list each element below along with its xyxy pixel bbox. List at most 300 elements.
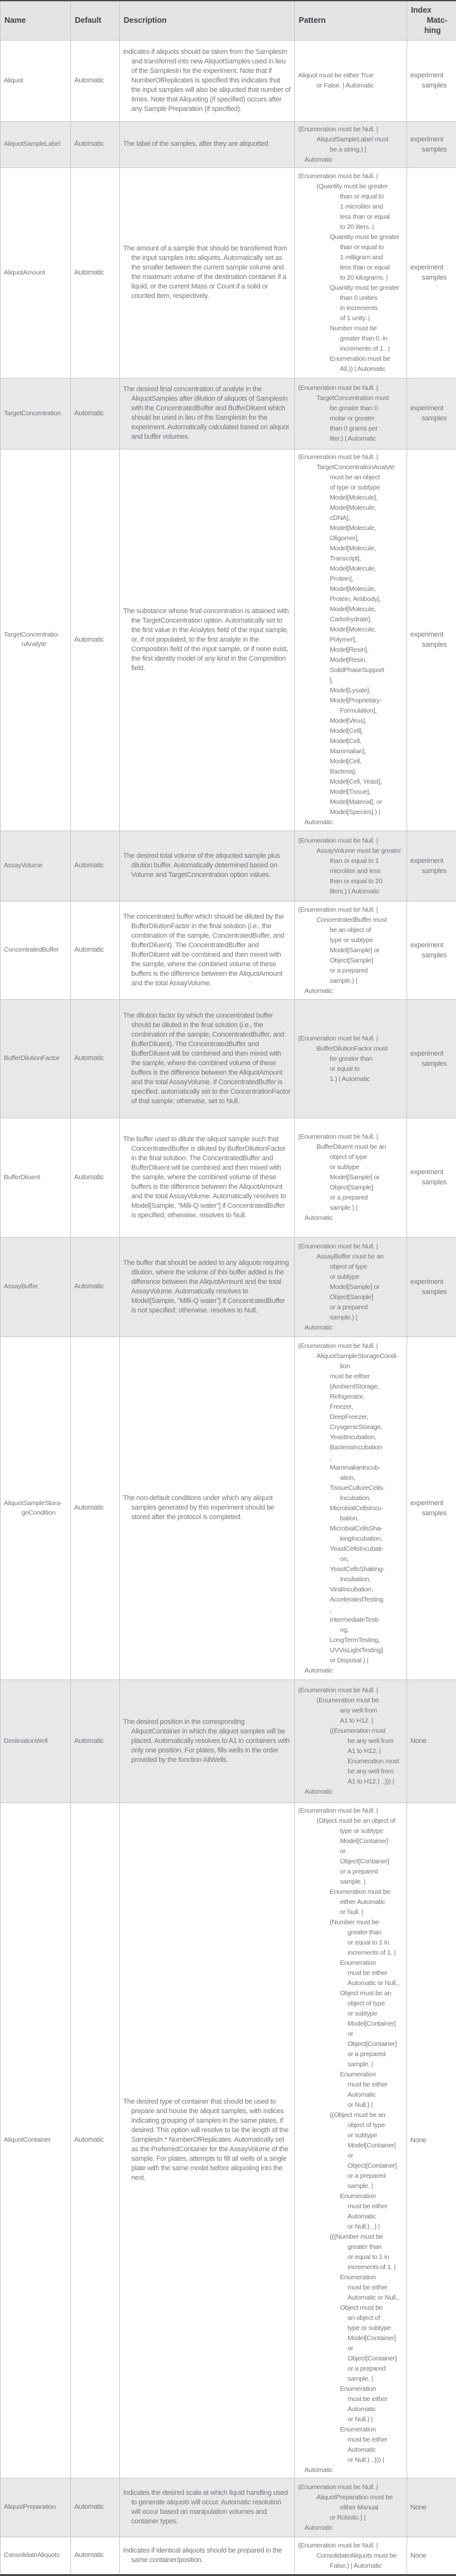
pattern-line: (Enumeration must be Null. | xyxy=(298,836,403,846)
pattern-line: must be an object xyxy=(330,472,403,482)
default-cell xyxy=(71,2537,120,2575)
pattern-line: , xyxy=(330,1605,403,1615)
index-matching-line: None xyxy=(410,2551,453,2561)
default-cell xyxy=(71,901,120,999)
description-cell xyxy=(120,831,295,901)
pattern-cell xyxy=(295,1118,407,1237)
index-matching-line: None xyxy=(410,2135,453,2146)
index-matching-cell xyxy=(407,999,456,1118)
pattern-line: or Disposal.) | xyxy=(330,1655,403,1666)
index-matching-line: samples xyxy=(422,81,453,91)
pattern-line: Enumeration xyxy=(340,2272,403,2282)
pattern-line: than or equal to 1 xyxy=(330,856,403,866)
index-matching-line: experiment xyxy=(410,1277,453,1287)
pattern-line: must be either xyxy=(348,2080,403,2090)
index-matching-cell xyxy=(407,167,456,378)
pattern-line: 1 milligram and xyxy=(340,252,403,262)
pattern-line: than or equal to xyxy=(340,191,403,202)
pattern-line: (Enumeration must be Null. | xyxy=(298,124,403,134)
description-cell xyxy=(120,40,295,121)
pattern-line: Protein, Antibody], xyxy=(330,594,403,604)
pattern-line: (Enumeration must be Null. | xyxy=(298,1341,403,1351)
pattern-line: must be either xyxy=(348,2394,403,2404)
default-value: Automatic xyxy=(74,268,116,278)
pattern-line: Automatic xyxy=(304,1787,403,1797)
pattern-line: {(Enumeration must xyxy=(330,1726,403,1736)
option-name-line: geCondition xyxy=(22,1508,67,1518)
table-header-row xyxy=(1,1,456,40)
description-text: Indicates the desired scale at which liquid handling used to generate aliquots will occur. Automatic resolution will occur based on manipulation volumes and container types. xyxy=(123,2489,291,2527)
pattern-cell xyxy=(295,1337,407,1680)
description-cell xyxy=(120,378,295,449)
description-text: Indicates if aliquots should be taken from the SamplesIn and transferred into new AliquotSamples used in lieu of the SamplesIn for the experiment. Note that if NumberOfReplicates is specified this indicates that the input samples will also be aliquoted that number of times. Note that Aliquoting (if specified) occurs after any Sample Preparation (if specified). xyxy=(123,48,291,114)
pattern-line: TargetConcentrationAnalyte xyxy=(316,462,403,472)
index-matching-line: samples xyxy=(422,1177,453,1188)
pattern-line: AliquotPreparation must be xyxy=(316,2492,403,2502)
pattern-line: {Number must be xyxy=(330,1917,403,1927)
index-matching-cell xyxy=(407,901,456,999)
pattern-line: Incubation, xyxy=(340,1574,403,1584)
pattern-line: than or equal to xyxy=(340,242,403,252)
pattern-line: Automatic or Null., xyxy=(348,2293,403,2303)
pattern-cell xyxy=(295,999,407,1118)
pattern-line: Model[Cell, Yeast], xyxy=(330,777,403,787)
pattern-line: greater than xyxy=(348,2242,403,2252)
default-cell xyxy=(71,831,120,901)
pattern-line: ConcentratedBuffer must xyxy=(316,915,403,925)
option-name-line: BufferDiluent xyxy=(4,1173,67,1182)
pattern-line: sample. | xyxy=(340,1877,403,1887)
pattern-line: liter.) | Automatic xyxy=(330,434,403,444)
description-text: Indicates if identical aliquots should be prepared in the same container/position. xyxy=(123,2546,291,2565)
option-name-line: AliquotSampleStora- xyxy=(4,1499,67,1508)
index-matching-line: samples xyxy=(422,145,453,155)
pattern-line: or a prepared xyxy=(348,2171,403,2181)
table-row xyxy=(1,449,456,831)
pattern-cell xyxy=(295,378,407,449)
index-matching-cell xyxy=(407,1337,456,1680)
pattern-line: or False. | Automatic xyxy=(316,81,403,91)
pattern-line: False.) | Automatic xyxy=(330,2561,403,2571)
description-text: The desired type of container that should be used to prepare and house the aliquot samples, with indices indicating grouping of samples in the same plates, if desired. This option will resolve to be the length of the SamplesIn * NumberOfReplicates. Automatically set as the PreferredContainer for the AssayVolume of the sample. For plates, attempts to fill all wells of a single plate with the same model before aliquoting into the next. xyxy=(123,2097,291,2183)
default-value: Automatic xyxy=(74,2551,116,2560)
pattern-line: less than or equal xyxy=(340,212,403,222)
pattern-cell xyxy=(295,167,407,378)
pattern-line: SolidPhaseSupport xyxy=(330,665,403,675)
pattern-line: type or subtype xyxy=(348,2323,403,2333)
pattern-line: Model[Virus], xyxy=(330,716,403,726)
pattern-line: liters.) | Automatic xyxy=(330,886,403,896)
pattern-line: or xyxy=(348,2151,403,2161)
default-value: Automatic xyxy=(74,1503,116,1513)
column-header-name xyxy=(1,1,71,40)
pattern-line: Automatic xyxy=(348,2211,403,2222)
description-text: The label of the samples, after they are aliquotted. xyxy=(123,139,291,149)
index-matching-cell xyxy=(407,1237,456,1337)
pattern-line: MicrobialCellsIncu- xyxy=(330,1503,403,1513)
pattern-line: AliquotSampleStorageCondi- xyxy=(316,1351,403,1361)
pattern-line: than 0 grams per xyxy=(330,424,403,434)
pattern-line: object of type xyxy=(330,1152,403,1162)
pattern-line: Bacteria], xyxy=(330,767,403,777)
pattern-line: in increments xyxy=(340,303,403,313)
pattern-line: Automatic xyxy=(304,1213,403,1223)
pattern-line: bation, xyxy=(340,1513,403,1524)
pattern-line: Model[Molecule, xyxy=(330,625,403,635)
table-row xyxy=(1,167,456,378)
pattern-line: or Null.) ..})) | xyxy=(348,2455,403,2465)
pattern-line: (Enumeration must be Null. | xyxy=(298,383,403,393)
default-cell xyxy=(71,121,120,167)
pattern-line: or Null.} | xyxy=(348,2100,403,2110)
pattern-line: or xyxy=(348,2343,403,2353)
index-matching-cell xyxy=(407,1803,456,2478)
description-cell xyxy=(120,1337,295,1680)
description-cell xyxy=(120,901,295,999)
pattern-line: object of type xyxy=(348,2120,403,2130)
column-header-index-matching xyxy=(407,1,456,40)
column-header-default xyxy=(71,1,120,40)
default-cell xyxy=(71,1337,120,1680)
pattern-line: BufferDilutionFactor must xyxy=(316,1044,403,1054)
table-row xyxy=(1,901,456,999)
pattern-cell xyxy=(295,1680,407,1803)
pattern-line: either Manual xyxy=(340,2502,403,2513)
pattern-line: YeastCellsShaking- xyxy=(330,1564,403,1574)
pattern-line: (Enumeration must be Null. | xyxy=(298,1241,403,1252)
index-matching-line: samples xyxy=(422,866,453,876)
name-cell xyxy=(1,2537,71,2575)
table-row xyxy=(1,1237,456,1337)
index-matching-line: experiment xyxy=(410,1167,453,1177)
table-row xyxy=(1,999,456,1118)
pattern-line: Quantity must be greater xyxy=(330,283,403,293)
pattern-line: 1 microliter and xyxy=(340,202,403,212)
pattern-line: CryogenicStorage, xyxy=(330,1422,403,1432)
pattern-line: be an object of xyxy=(330,925,403,935)
pattern-line: or a prepared xyxy=(348,2049,403,2059)
pattern-line: Model[Container] xyxy=(348,2140,403,2151)
pattern-line: {(Object must be an xyxy=(330,2110,403,2120)
pattern-line: or Null.} | xyxy=(348,2414,403,2424)
pattern-line: TargetConcentration must xyxy=(316,393,403,403)
pattern-line: (Enumeration must be Null. | xyxy=(298,2482,403,2492)
index-matching-line: samples xyxy=(422,950,453,961)
pattern-line: MammalianIncub- xyxy=(330,1463,403,1473)
name-cell xyxy=(1,999,71,1118)
pattern-line: be any well from xyxy=(348,1736,403,1746)
pattern-line: must be either xyxy=(348,2282,403,2293)
name-cell xyxy=(1,1118,71,1237)
pattern-line: kingIncubation, xyxy=(340,1534,403,1544)
index-matching-line: experiment xyxy=(410,262,453,273)
pattern-line: Model[Cell], xyxy=(330,726,403,736)
pattern-line: molar or greater xyxy=(330,413,403,424)
pattern-line: or subtype xyxy=(330,1162,403,1172)
pattern-line: or a prepared xyxy=(330,966,403,976)
pattern-line: Model[Container] xyxy=(348,2333,403,2343)
pattern-line: Transcript], xyxy=(330,553,403,564)
index-matching-line: None xyxy=(410,1736,453,1746)
default-cell xyxy=(71,378,120,449)
pattern-line: Object[Sample] xyxy=(330,1182,403,1193)
index-matching-cell xyxy=(407,449,456,831)
pattern-line: ConsolidateAliquots must be xyxy=(316,2551,403,2561)
pattern-line: Object[Sample] xyxy=(330,1292,403,1302)
pattern-line: Enumeration xyxy=(340,1958,403,1968)
pattern-line: Automatic xyxy=(304,1666,403,1676)
pattern-line: (Enumeration must be Null. | xyxy=(298,1806,403,1816)
pattern-line: microliter and less xyxy=(330,866,403,876)
pattern-line: Automatic xyxy=(304,986,403,996)
pattern-line: {({Number must be xyxy=(330,2232,403,2242)
description-cell xyxy=(120,1803,295,2478)
pattern-line: Model[Sample] or xyxy=(330,945,403,955)
pattern-line: less than or equal xyxy=(340,262,403,273)
option-name-line: nAnalyte xyxy=(22,640,67,649)
pattern-line: Automatic xyxy=(348,2445,403,2455)
index-matching-header-line: Matc- xyxy=(427,15,452,25)
pattern-line: AssayBuffer must be an xyxy=(316,1252,403,1262)
pattern-line: Automatic xyxy=(304,155,403,165)
pattern-line: (Object must be an object of xyxy=(316,1816,403,1826)
option-name-line: TargetConcentration xyxy=(4,409,67,418)
pattern-line: YeastIncubation, xyxy=(330,1432,403,1442)
description-cell xyxy=(120,2478,295,2537)
pattern-line: Model[Cell, xyxy=(330,756,403,767)
description-text: The dilution factor by which the concentrated buffer should be diluted in the final solution (i.e., the combination of the sample, ConcentratedBuffer, and BufferDiluent). The ConcentratedBuffer and BufferDiluent will be combined and then mixed with the sample, where the combined volume of these buffers is the difference between the AliquotAmount and the total AssayVolume. If ConcentratedBuffer is specified, automatically set to the ConcentrationFactor of that sample; otherwise, set to Null. xyxy=(123,1011,291,1106)
pattern-line: Enumeration must be xyxy=(330,1887,403,1897)
pattern-line: of 1 unity. | xyxy=(340,313,403,323)
pattern-line: Model[Material], or xyxy=(330,797,403,807)
pattern-line: Automatic xyxy=(304,817,403,827)
pattern-line: Model[Sample] or xyxy=(330,1172,403,1182)
pattern-line: must be either xyxy=(330,1371,403,1382)
pattern-line: Object[Container] xyxy=(348,2353,403,2364)
default-value: Automatic xyxy=(74,1737,116,1746)
column-header-pattern-label: Pattern xyxy=(299,16,325,25)
pattern-line: tion xyxy=(340,1361,403,1371)
pattern-line: or a prepared xyxy=(330,1193,403,1203)
pattern-line: Enumeration xyxy=(340,2424,403,2435)
pattern-line: Model[Resin, xyxy=(330,655,403,665)
pattern-line: Model[Resin], xyxy=(330,645,403,655)
pattern-line: (Enumeration must be xyxy=(316,1695,403,1705)
pattern-line: UVVisLightTesting} xyxy=(330,1645,403,1655)
name-cell xyxy=(1,2478,71,2537)
index-matching-cell xyxy=(407,1118,456,1237)
pattern-line: MicrobialCellsSha- xyxy=(330,1524,403,1534)
option-name-line: Aliquot xyxy=(4,76,67,86)
pattern-line: Aliquot must be either True xyxy=(298,70,403,81)
description-text: The buffer used to dilute the aliquot sample such that ConcentratedBuffer is diluted by BufferDilutionFactor in the final solution. The ConcentratedBuffer and BufferDiluent will be combined and then mixed with the sample, where the combined volume of these buffers is the difference between the AliquotAmount and the total AssayVolume. Automatically resolves to Model[Sample, "Milli-Q water"] if ConcentratedBuffer is specified; otherwise, resolves to Null. xyxy=(123,1135,291,1220)
pattern-line: or xyxy=(348,2029,403,2039)
name-cell xyxy=(1,1680,71,1803)
index-matching-line: samples xyxy=(422,1508,453,1518)
pattern-cell xyxy=(295,449,407,831)
name-cell xyxy=(1,901,71,999)
default-cell xyxy=(71,1118,120,1237)
pattern-line: must be either xyxy=(348,2201,403,2211)
option-name-line: TargetConcentratio- xyxy=(4,630,67,640)
pattern-line: Automatic xyxy=(304,1323,403,1333)
description-text: The buffer that should be added to any aliquots requiring dilution, where the volume of this buffer added is the difference between the AliquotAmount and the total AssayVolume. Automatically resolves to Model[Sample, "Milli-Q water"] if ConcentratedBuffer is not specified; otherwise, resolves to Null. xyxy=(123,1259,291,1316)
index-matching-line: samples xyxy=(422,640,453,650)
option-name-line: AliquotPreparation xyxy=(4,2502,67,2512)
option-name-line: ConcentratedBuffer xyxy=(4,945,67,955)
pattern-line: Automatic xyxy=(348,2090,403,2100)
description-cell xyxy=(120,121,295,167)
description-text: The desired total volume of the aliquoted sample plus dilution buffer. Automatically determined based on Volume and TargetConcentration option values. xyxy=(123,851,291,880)
index-matching-line: experiment xyxy=(410,134,453,145)
pattern-line: A1 to H12.) ..})) | xyxy=(348,1777,403,1787)
pattern-line: 1.) | Automatic xyxy=(330,1074,403,1084)
pattern-line: TissueCultureCells- xyxy=(330,1483,403,1493)
index-matching-cell xyxy=(407,2478,456,2537)
default-cell xyxy=(71,1680,120,1803)
pattern-line: sample. | xyxy=(348,2181,403,2191)
pattern-line: either Automatic xyxy=(340,1897,403,1907)
pattern-line: ation, xyxy=(340,1473,403,1483)
pattern-line: Object[Container] xyxy=(340,1856,403,1867)
option-name-line: AssayVolume xyxy=(4,861,67,871)
pattern-line: Number must be xyxy=(330,323,403,333)
pattern-line: Model[Molecule, xyxy=(330,543,403,553)
table-row xyxy=(1,1337,456,1680)
default-value: Automatic xyxy=(74,409,116,418)
table-row xyxy=(1,831,456,901)
description-cell xyxy=(120,167,295,378)
pattern-line: increments of 1. | xyxy=(348,2262,403,2272)
index-matching-header-line: Index xyxy=(411,5,452,15)
pattern-line: than or equal to 20 xyxy=(330,876,403,886)
pattern-line: LongTermTesting, xyxy=(330,1635,403,1645)
pattern-line: Incubation, xyxy=(340,1493,403,1503)
pattern-line: or equal to xyxy=(330,1064,403,1074)
description-cell xyxy=(120,1237,295,1337)
pattern-line: or Null. | xyxy=(340,1907,403,1917)
pattern-line: Model[Proprietary- xyxy=(330,696,403,706)
index-matching-cell xyxy=(407,40,456,121)
pattern-line: increments of 1.. | xyxy=(340,344,403,354)
pattern-line: , xyxy=(330,1453,403,1463)
description-cell xyxy=(120,1118,295,1237)
pattern-line: A1 to H12. | xyxy=(348,1746,403,1756)
default-value: Automatic xyxy=(74,76,116,86)
default-cell xyxy=(71,999,120,1118)
pattern-line: than 0 unities xyxy=(340,293,403,303)
pattern-line: to 20 kilograms. | xyxy=(340,273,403,283)
pattern-line: or a prepared xyxy=(348,2364,403,2374)
option-name-line: AliquotAmount xyxy=(4,268,67,278)
pattern-line: Model[Cell, xyxy=(330,736,403,746)
pattern-line: A1 to H12. | xyxy=(340,1716,403,1726)
pattern-line: Enumeration xyxy=(340,2069,403,2080)
pattern-cell xyxy=(295,831,407,901)
pattern-line: cDNA], xyxy=(330,513,403,523)
pattern-line: Model[Molecule, xyxy=(330,503,403,513)
index-matching-line: experiment xyxy=(410,940,453,950)
pattern-line: be greater than xyxy=(330,1054,403,1064)
pattern-line: Formulation], xyxy=(340,706,403,716)
pattern-line: DeepFreezer, xyxy=(330,1412,403,1422)
description-text: The substance whose final concentration is attained with the TargetConcentration option. Automatically set to the first value in the Analytes field of the input sample, or, if not populated, to the first analyte in the Composition field of the input sample, or if none exist, the first identity model of any kind in the Composition field. xyxy=(123,607,291,673)
pattern-line: sample.) | xyxy=(330,1312,403,1323)
pattern-line: Enumeration must xyxy=(348,1756,403,1766)
index-matching-header-line: hing xyxy=(424,25,452,36)
description-cell xyxy=(120,999,295,1118)
pattern-line: or equal to 1 in xyxy=(348,1938,403,1948)
index-matching-line: experiment xyxy=(410,1498,453,1508)
pattern-line: or equal to 1 in xyxy=(348,2252,403,2262)
pattern-line: Enumeration xyxy=(340,2191,403,2201)
pattern-line: sample. | xyxy=(348,2059,403,2069)
pattern-line: on, xyxy=(340,1554,403,1564)
pattern-line: any well from xyxy=(340,1705,403,1716)
table-row xyxy=(1,1118,456,1237)
pattern-line: Model[Container] xyxy=(348,2019,403,2029)
pattern-line: greater than 0. in xyxy=(340,333,403,344)
table-row xyxy=(1,2537,456,2575)
index-matching-line: samples xyxy=(422,1059,453,1069)
column-header-default-label: Default xyxy=(75,16,101,25)
pattern-line: AcceleratedTesting xyxy=(330,1595,403,1605)
table-row xyxy=(1,1680,456,1803)
pattern-line: Model[Tissue], xyxy=(330,787,403,797)
pattern-line: Quantity must be greater xyxy=(330,232,403,242)
pattern-line: be greater than 0 xyxy=(330,403,403,413)
column-header-pattern xyxy=(295,1,407,40)
pattern-line: or Robotic.) | xyxy=(330,2513,403,2523)
column-header-name-label: Name xyxy=(4,16,26,25)
pattern-line: object of type xyxy=(330,1262,403,1272)
default-value: Automatic xyxy=(74,1173,116,1182)
table-row xyxy=(1,378,456,449)
pattern-line: or a prepared xyxy=(340,1867,403,1877)
description-text: The non-default conditions under which any aliquot samples generated by this experiment should be stored after the protocol is completed. xyxy=(123,1494,291,1522)
pattern-line: Object[Container] xyxy=(348,2039,403,2049)
pattern-line: (Enumeration must be Null. | xyxy=(298,905,403,915)
description-cell xyxy=(120,1680,295,1803)
default-cell xyxy=(71,40,120,121)
name-cell xyxy=(1,378,71,449)
default-value: Automatic xyxy=(74,139,116,149)
pattern-line: or Null.) ..} | xyxy=(348,2222,403,2232)
pattern-line: Automatic xyxy=(304,2523,403,2533)
pattern-cell xyxy=(295,2478,407,2537)
table-row xyxy=(1,40,456,121)
pattern-line: (Enumeration must be Null. | xyxy=(298,1132,403,1142)
pattern-line: Object must be an xyxy=(340,1988,403,1998)
option-name-line: AliquotSampleLabel xyxy=(4,139,67,149)
default-value: Automatic xyxy=(74,945,116,955)
pattern-line: (Enumeration must be Null. | xyxy=(298,1033,403,1044)
pattern-line: must be either xyxy=(348,1968,403,1978)
pattern-line: increments of 1. | xyxy=(348,1948,403,1958)
pattern-line: Enumeration must be xyxy=(330,354,403,364)
pattern-line: {AmbientStorage, xyxy=(330,1382,403,1392)
pattern-line: Refrigerator, xyxy=(330,1392,403,1402)
name-cell xyxy=(1,1237,71,1337)
default-cell xyxy=(71,1237,120,1337)
pattern-cell xyxy=(295,1237,407,1337)
pattern-line: Automatic xyxy=(304,2465,403,2475)
description-text: The concentrated buffer which should be diluted by the BufferDilutionFactor in the final solution (i.e., the combination of the sample, ConcentratedBuffer, and BufferDiluent). The ConcentratedBuffer and BufferDiluent will be combined and then mixed with the sample, where the combined volume of these buffers is the difference between the AliquotAmount and the total AssayVolume. xyxy=(123,912,291,988)
table-row xyxy=(1,121,456,167)
pattern-line: an object of xyxy=(348,2313,403,2323)
index-matching-cell xyxy=(407,2537,456,2575)
pattern-cell xyxy=(295,2537,407,2575)
